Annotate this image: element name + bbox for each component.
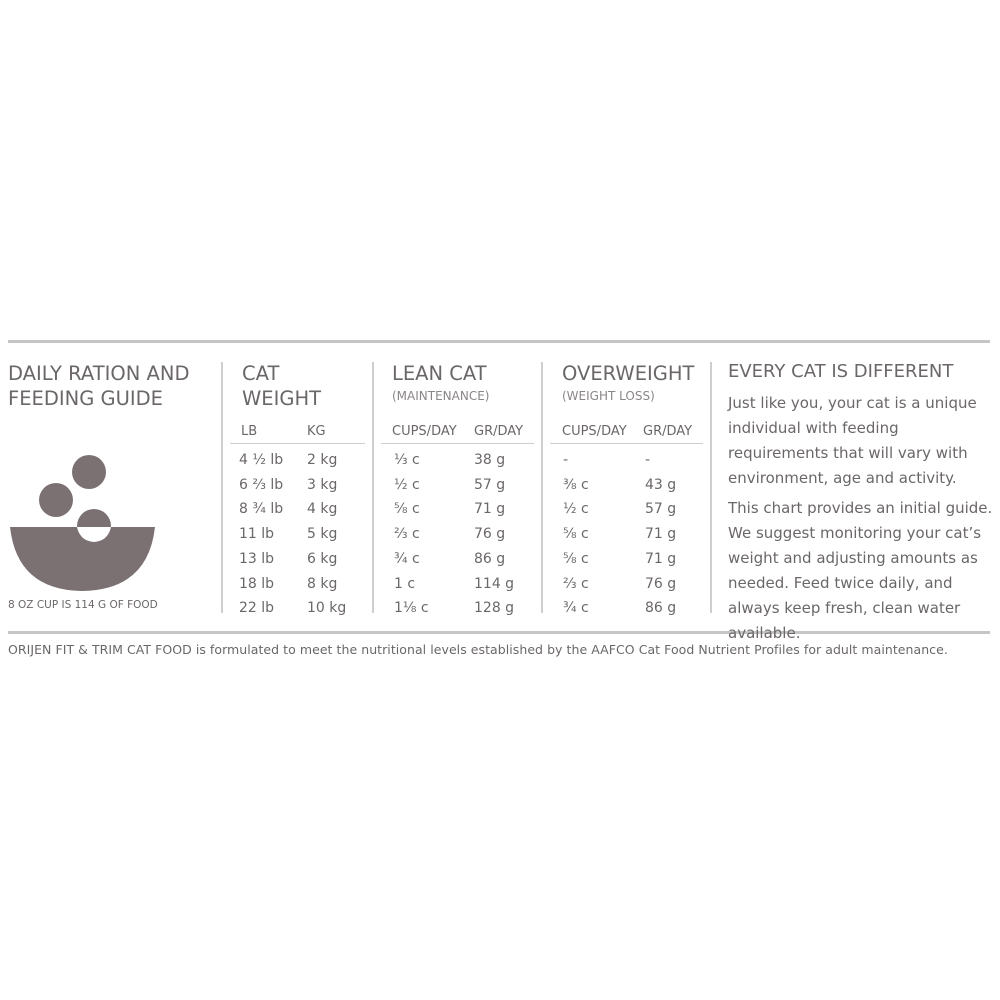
divider-2 — [372, 362, 374, 613]
different-title: EVERY CAT IS DIFFERENT — [728, 361, 954, 382]
cell-ow-gr: 71 g — [645, 526, 677, 542]
cell-lean-gr: 38 g — [474, 452, 506, 468]
lean-subtitle: (MAINTENANCE) — [392, 389, 490, 403]
cell-ow-cups: ⅝ c — [563, 551, 589, 567]
guide-title — [8, 361, 189, 411]
cell-lean-cups: 1⅛ c — [394, 600, 429, 616]
col-header-ow-cups: CUPS/DAY — [562, 424, 627, 439]
cell-lean-cups: ¾ c — [394, 551, 420, 567]
col-header-kg: KG — [307, 424, 326, 439]
lean-title: LEAN CAT — [392, 362, 487, 385]
overweight-title: OVERWEIGHT — [562, 362, 695, 385]
cell-kg: 2 kg — [307, 452, 338, 468]
top-rule — [8, 340, 990, 343]
weight-header-rule — [230, 443, 365, 444]
lean-header-rule — [381, 443, 534, 444]
cell-lean-cups: ⅔ c — [394, 526, 420, 542]
cell-kg: 6 kg — [307, 551, 338, 567]
cell-kg: 4 kg — [307, 501, 338, 517]
overweight-header-rule — [550, 443, 703, 444]
cell-ow-cups: - — [563, 452, 569, 468]
cell-lb: 18 lb — [239, 576, 275, 592]
cell-kg: 10 kg — [307, 600, 347, 616]
cell-lean-gr: 86 g — [474, 551, 506, 567]
weight-title-line1: CAT — [242, 362, 280, 385]
cell-ow-cups: ¾ c — [563, 600, 589, 616]
cell-lean-gr: 128 g — [474, 600, 515, 616]
overweight-subtitle: (WEIGHT LOSS) — [562, 389, 655, 403]
cup-note: 8 OZ CUP IS 114 G OF FOOD — [8, 599, 158, 611]
cell-kg: 3 kg — [307, 477, 338, 493]
guide-title-line2: FEEDING GUIDE — [8, 387, 163, 410]
cell-lean-cups: ⅝ c — [394, 501, 420, 517]
cell-ow-cups: ⅔ c — [563, 576, 589, 592]
food-bowl-icon — [8, 450, 158, 595]
cell-lean-gr: 57 g — [474, 477, 506, 493]
cell-lb: 8 ¾ lb — [239, 501, 284, 517]
cell-lb: 22 lb — [239, 600, 275, 616]
cell-kg: 5 kg — [307, 526, 338, 542]
weight-title — [242, 361, 321, 411]
divider-4 — [710, 362, 712, 613]
cell-lean-cups: 1 c — [394, 576, 416, 592]
col-header-ow-gr: GR/DAY — [643, 424, 693, 439]
cell-lean-gr: 71 g — [474, 501, 506, 517]
cell-ow-gr: 71 g — [645, 551, 677, 567]
cell-lean-gr: 76 g — [474, 526, 506, 542]
cell-ow-gr: - — [645, 452, 651, 468]
cell-ow-gr: 43 g — [645, 477, 677, 493]
weight-title-line2: WEIGHT — [242, 387, 322, 410]
cell-ow-cups: ½ c — [563, 501, 589, 517]
col-header-lb: LB — [241, 424, 258, 439]
cell-lb: 11 lb — [239, 526, 275, 542]
cell-ow-gr: 57 g — [645, 501, 677, 517]
divider-3 — [541, 362, 543, 613]
cell-lean-cups: ½ c — [394, 477, 420, 493]
cell-ow-cups: ⅜ c — [563, 477, 589, 493]
cell-lb: 6 ⅔ lb — [239, 477, 284, 493]
col-header-lean-cups: CUPS/DAY — [392, 424, 457, 439]
cell-ow-cups: ⅝ c — [563, 526, 589, 542]
cell-lb: 13 lb — [239, 551, 275, 567]
cell-ow-gr: 86 g — [645, 600, 677, 616]
guide-title-line1: DAILY RATION AND — [8, 362, 190, 385]
cell-kg: 8 kg — [307, 576, 338, 592]
different-paragraph-1: Just like you, your cat is a unique individual with feeding requirements that will vary with environment, age and activity. — [728, 394, 977, 487]
different-paragraph-2: This chart provides an initial guide. We suggest monitoring your cat’s weight and adjusting amounts as needed. Feed twice daily, and always keep fresh, clean water available. — [728, 499, 993, 642]
cell-ow-gr: 76 g — [645, 576, 677, 592]
cell-lean-gr: 114 g — [474, 576, 515, 592]
cell-lean-cups: ⅓ c — [394, 452, 420, 468]
cell-lb: 4 ½ lb — [239, 452, 284, 468]
footer-note: ORIJEN FIT & TRIM CAT FOOD is formulated to meet the nutritional levels established by the AAFCO Cat Food Nutrient Profiles for adult maintenance. — [8, 642, 948, 657]
col-header-lean-gr: GR/DAY — [474, 424, 524, 439]
divider-1 — [221, 362, 223, 613]
